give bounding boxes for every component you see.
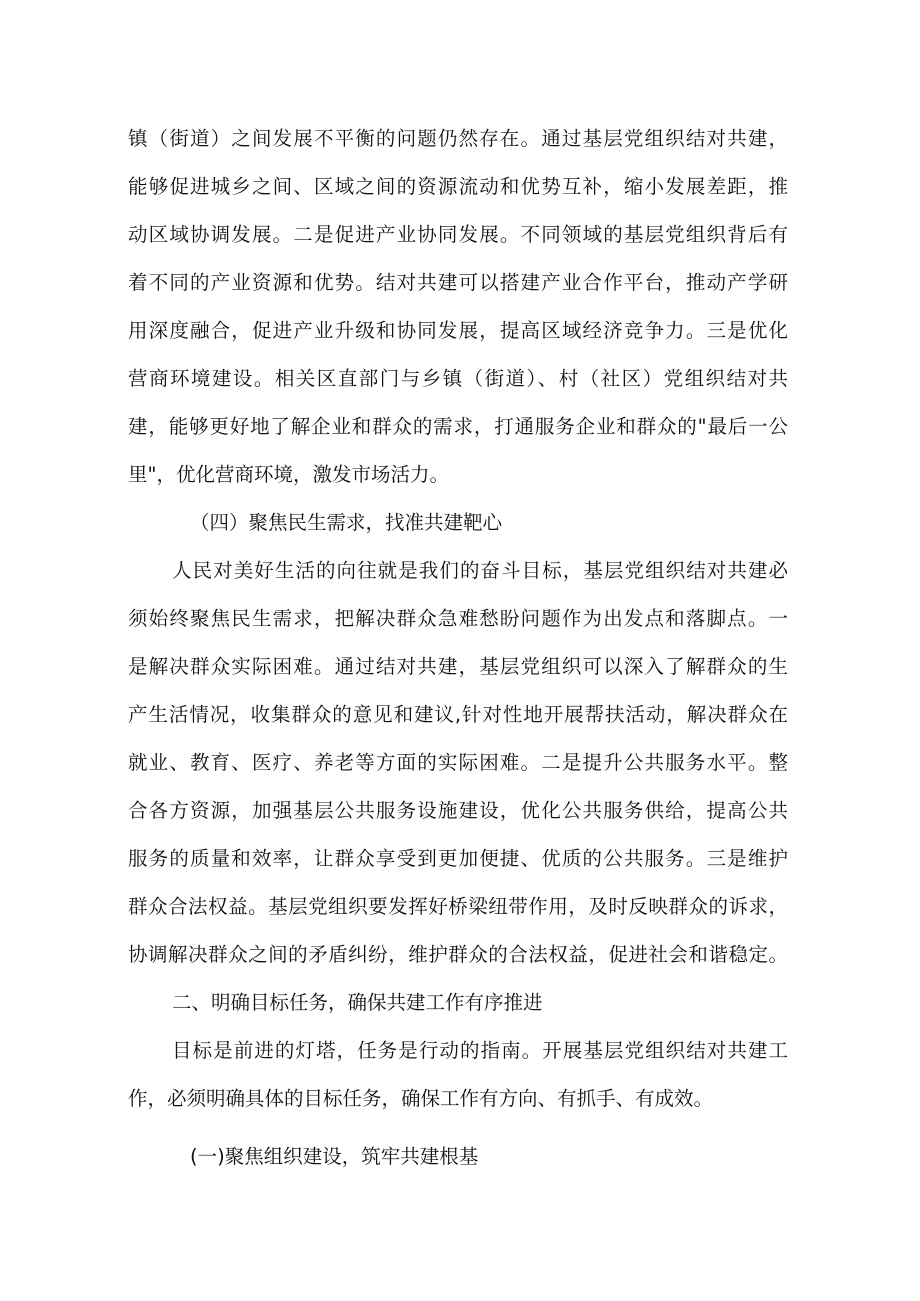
text-line: 能够促进城乡之间、区域之间的资源流动和优势互补，缩小发展差距，推 — [128, 175, 788, 198]
paragraph-livelihood-needs — [128, 547, 788, 979]
text-line: 合各方资源，加强基层公共服务设施建设，优化公共服务供给，提高公共 — [128, 799, 788, 822]
document-body — [128, 115, 788, 1181]
text-line: 作，必须明确具体的目标任务，确保工作有方向、有抓手、有成效。 — [128, 1087, 714, 1110]
section-heading-2: 二、明确目标任务，确保共建工作有序推进 — [172, 991, 543, 1014]
paragraph-regional-development — [128, 115, 788, 499]
text-line: 服务的质量和效率，让群众享受到更加便捷、优质的公共服务。三是维护 — [128, 847, 788, 870]
text-line: 群众合法权益。基层党组织要发挥好桥梁纽带作用，及时反映群众的诉求， — [128, 895, 788, 918]
section-heading-1: (一)聚焦组织建设，筑牢共建根基 — [190, 1145, 479, 1168]
text-line: 人民对美好生活的向往就是我们的奋斗目标，基层党组织结对共建必 — [172, 559, 788, 582]
text-line: 目标是前进的灯塔，任务是行动的指南。开展基层党组织结对共建工 — [172, 1039, 788, 1062]
text-line: 建，能够更好地了解企业和群众的需求，打通服务企业和群众的"最后一公 — [128, 415, 788, 438]
paragraph-goals-tasks — [128, 1027, 788, 1123]
text-line: 营商环境建设。相关区直部门与乡镇（街道）、村（社区）党组织结对共 — [128, 367, 788, 390]
text-line: 是解决群众实际困难。通过结对共建，基层党组织可以深入了解群众的生 — [128, 655, 788, 678]
text-line: 产生活情况，收集群众的意见和建议,针对性地开展帮扶活动，解决群众在 — [128, 703, 788, 726]
text-line: 用深度融合，促进产业升级和协同发展，提高区域经济竞争力。三是优化 — [128, 319, 788, 342]
section-heading-4: （四）聚焦民生需求，找准共建靶心 — [190, 511, 503, 534]
text-line: 就业、教育、医疗、养老等方面的实际困难。二是提升公共服务水平。整 — [128, 751, 788, 774]
text-line: 着不同的产业资源和优势。结对共建可以搭建产业合作平台，推动产学研 — [128, 271, 788, 294]
text-line: 须始终聚焦民生需求，把解决群众急难愁盼问题作为出发点和落脚点。一 — [128, 607, 788, 630]
text-line: 协调解决群众之间的矛盾纠纷，维护群众的合法权益，促进社会和谐稳定。 — [128, 943, 788, 966]
text-line: 动区域协调发展。二是促进产业协同发展。不同领域的基层党组织背后有 — [128, 223, 788, 246]
text-line: 镇（街道）之间发展不平衡的问题仍然存在。通过基层党组织结对共建， — [128, 127, 788, 150]
text-line: 里"，优化营商环境，激发市场活力。 — [128, 463, 449, 486]
